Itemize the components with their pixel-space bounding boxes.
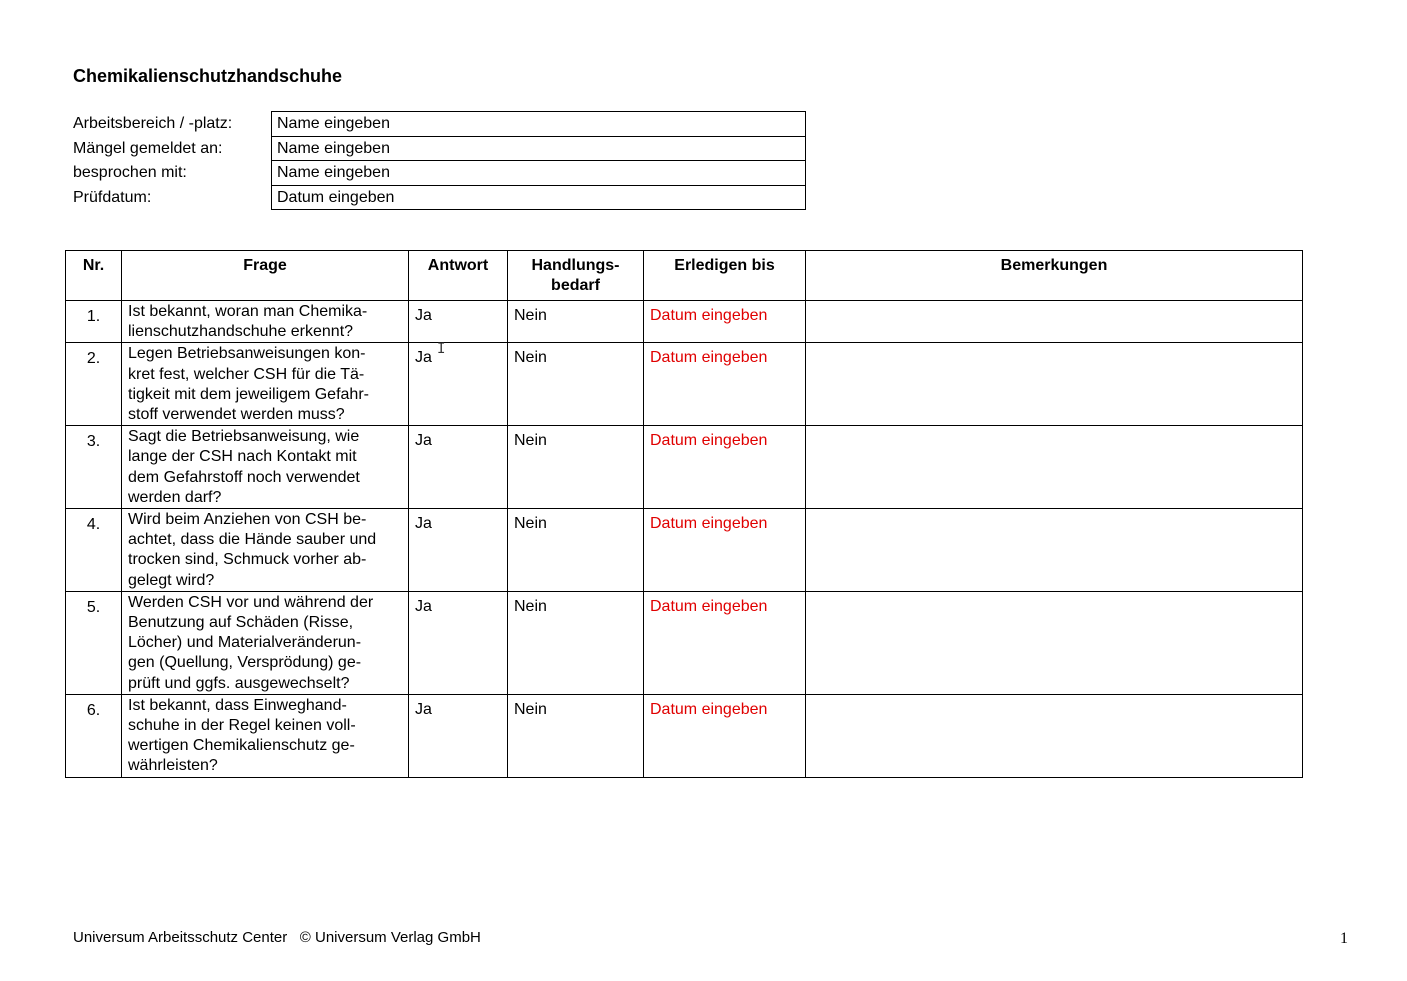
table-row xyxy=(66,509,1303,592)
header-antwort: Antwort xyxy=(409,251,508,301)
header-nr: Nr. xyxy=(66,251,122,301)
answer-nein[interactable]: Nein xyxy=(508,426,644,509)
besprochen-field[interactable]: Name eingeben xyxy=(272,161,805,186)
header-frage: Frage xyxy=(122,251,409,301)
row-number: 6. xyxy=(66,694,122,777)
row-number: 3. xyxy=(66,426,122,509)
question-line: Ist bekannt, dass Einweghand- xyxy=(128,696,347,714)
answer-ja[interactable]: Ja xyxy=(409,509,508,592)
answer-ja[interactable]: Ja xyxy=(409,343,508,426)
header-erledigen-bis: Erledigen bis xyxy=(644,251,806,301)
question-line: schuhe in der Regel keinen voll- xyxy=(128,717,356,735)
meta-label-pruefdatum: Prüfdatum: xyxy=(73,188,152,206)
document-title: Chemikalienschutzhandschuhe xyxy=(73,66,343,86)
due-date-field[interactable]: Datum eingeben xyxy=(644,694,806,777)
answer-nein[interactable]: Nein xyxy=(508,301,644,343)
question-line: prüft und ggfs. ausgewechselt? xyxy=(128,674,350,692)
remarks-field[interactable] xyxy=(806,694,1303,777)
question-line: Legen Betriebsanweisungen kon- xyxy=(128,345,366,363)
header-handlungsbedarf-line2: bedarf xyxy=(551,277,600,294)
remarks-field[interactable] xyxy=(806,426,1303,509)
header-handlungsbedarf xyxy=(508,251,644,301)
due-date-field[interactable]: Datum eingeben xyxy=(644,426,806,509)
remarks-field[interactable] xyxy=(806,509,1303,592)
remarks-field[interactable] xyxy=(806,301,1303,343)
question-line: Ist bekannt, woran man Chemika- xyxy=(128,303,368,320)
footer xyxy=(73,929,481,946)
question-line: dem Gefahrstoff noch verwendet xyxy=(128,468,360,486)
row-number: 2. xyxy=(66,343,122,426)
meta-label-maengel: Mängel gemeldet an: xyxy=(73,139,223,157)
maengel-field[interactable]: Name eingeben xyxy=(272,137,805,162)
question-line: Sagt die Betriebsanweisung, wie xyxy=(128,428,360,446)
due-date-field[interactable]: Datum eingeben xyxy=(644,591,806,694)
meta-labels xyxy=(73,112,271,210)
answer-ja[interactable]: Ja xyxy=(409,591,508,694)
question-line: gen (Quellung, Versprödung) ge- xyxy=(128,654,362,672)
question-line: trocken sind, Schmuck vorher ab- xyxy=(128,551,367,569)
question-line: lienschutzhandschuhe erkennt? xyxy=(128,323,354,341)
table-row xyxy=(66,301,1303,343)
row-number: 5. xyxy=(66,591,122,694)
meta-label-besprochen: besprochen mit: xyxy=(73,164,187,181)
question-line: gelegt wird? xyxy=(128,571,215,589)
footer-copyright: © Universum Verlag GmbH xyxy=(299,929,481,946)
question-line: tigkeit mit dem jeweiligem Gefahr- xyxy=(128,385,369,403)
row-number: 4. xyxy=(66,509,122,592)
meta-label-arbeitsbereich: Arbeitsbereich / -platz: xyxy=(73,115,233,132)
question-line: Benutzung auf Schäden (Risse, xyxy=(128,614,354,632)
question-cell xyxy=(122,591,409,694)
answer-ja[interactable]: Ja xyxy=(409,301,508,343)
table-row xyxy=(66,343,1303,426)
row-number: 1. xyxy=(66,301,122,343)
checklist-table xyxy=(65,250,1303,778)
question-line: kret fest, welcher CSH für die Tä- xyxy=(128,365,365,383)
text-cursor-icon: I xyxy=(437,341,446,357)
table-row xyxy=(66,694,1303,777)
due-date-field[interactable]: Datum eingeben xyxy=(644,301,806,343)
footer-center-name: Universum Arbeitsschutz Center xyxy=(73,929,288,946)
question-cell xyxy=(122,343,409,426)
question-line: werden darf? xyxy=(128,488,222,506)
remarks-field[interactable] xyxy=(806,591,1303,694)
answer-nein[interactable]: Nein xyxy=(508,694,644,777)
due-date-field[interactable]: Datum eingeben xyxy=(644,509,806,592)
question-line: lange der CSH nach Kontakt mit xyxy=(128,448,357,466)
question-line: stoff verwendet werden muss? xyxy=(128,406,345,424)
table-row xyxy=(66,591,1303,694)
table-header-row xyxy=(66,251,1303,301)
question-line: achtet, dass die Hände sauber und xyxy=(128,531,377,549)
answer-ja[interactable]: Ja xyxy=(409,426,508,509)
answer-nein[interactable]: Nein xyxy=(508,343,644,426)
question-line: währleisten? xyxy=(128,757,218,775)
pruefdatum-field[interactable]: Datum eingeben xyxy=(277,188,395,206)
question-cell xyxy=(122,694,409,777)
arbeitsbereich-field[interactable]: Name eingeben xyxy=(272,112,805,137)
header-handlungsbedarf-line1: Handlungs- xyxy=(531,257,620,274)
question-cell xyxy=(122,426,409,509)
question-line: Wird beim Anziehen von CSH be- xyxy=(128,511,367,529)
question-cell xyxy=(122,301,409,343)
due-date-field[interactable]: Datum eingeben xyxy=(644,343,806,426)
answer-nein[interactable]: Nein xyxy=(508,509,644,592)
meta-fields xyxy=(271,111,806,210)
question-line: Werden CSH vor und während der xyxy=(128,593,374,611)
question-line: wertigen Chemikalienschutz ge- xyxy=(128,737,355,755)
page-number: 1 xyxy=(1340,930,1348,947)
answer-nein[interactable]: Nein xyxy=(508,591,644,694)
answer-ja[interactable]: Ja xyxy=(409,694,508,777)
table-row xyxy=(66,426,1303,509)
question-cell xyxy=(122,509,409,592)
header-bemerkungen: Bemerkungen xyxy=(806,251,1303,301)
question-line: Löcher) und Materialveränderun- xyxy=(128,634,362,652)
remarks-field[interactable] xyxy=(806,343,1303,426)
